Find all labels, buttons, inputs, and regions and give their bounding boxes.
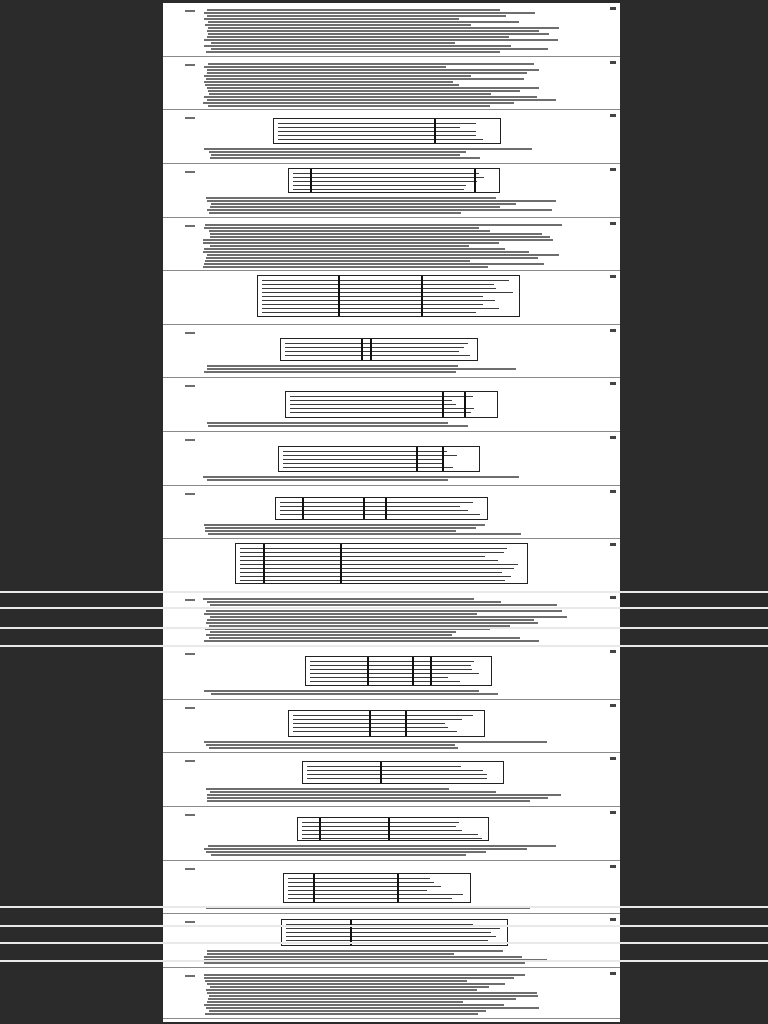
- scan-separator-line: [0, 925, 768, 927]
- table-column-divider: [421, 276, 423, 316]
- table-row-line: [280, 502, 473, 503]
- table-row-line: [310, 669, 472, 670]
- text-line: [204, 96, 537, 98]
- table-row-line: [262, 280, 509, 281]
- margin-number: [185, 653, 195, 655]
- text-line: [204, 371, 456, 373]
- page-thumbnail-6[interactable]: [163, 271, 620, 325]
- text-line: [204, 248, 505, 250]
- text-line: [204, 640, 539, 642]
- page-thumbnail-10[interactable]: [163, 486, 620, 539]
- table-row-line: [293, 719, 462, 720]
- table-row-line: [288, 886, 441, 887]
- margin-number: [185, 975, 195, 977]
- text-line: [206, 989, 477, 991]
- text-line: [204, 227, 479, 229]
- text-line: [203, 266, 488, 268]
- text-line: [206, 622, 538, 624]
- text-line: [207, 479, 448, 481]
- table-row-line: [240, 572, 502, 573]
- table-row-line: [285, 351, 459, 352]
- table-row-line: [283, 451, 447, 452]
- text-line: [207, 209, 552, 211]
- margin-number: [185, 385, 195, 387]
- page-thumbnail-16[interactable]: [163, 807, 620, 861]
- text-line: [205, 224, 562, 226]
- table-row-line: [240, 548, 507, 549]
- text-line: [210, 631, 456, 633]
- table-row-line: [290, 408, 474, 409]
- page-number-marker: [610, 436, 616, 439]
- text-line: [204, 75, 471, 77]
- page-table-figure: [257, 275, 520, 317]
- page-number-marker: [610, 865, 616, 868]
- table-column-divider: [302, 498, 304, 519]
- table-row-line: [286, 932, 491, 933]
- table-column-divider: [434, 119, 436, 143]
- margin-number: [185, 760, 195, 762]
- page-thumbnail-8[interactable]: [163, 378, 620, 432]
- page-table-figure: [273, 118, 501, 144]
- table-row-line: [278, 131, 476, 132]
- text-line: [211, 854, 466, 856]
- text-line: [211, 203, 516, 205]
- text-line: [205, 1013, 478, 1015]
- text-line: [207, 950, 503, 952]
- text-line: [209, 747, 458, 749]
- text-line: [206, 51, 500, 53]
- text-line: [208, 21, 519, 23]
- text-line: [207, 992, 537, 994]
- table-column-divider: [313, 874, 315, 902]
- table-row-line: [240, 576, 511, 577]
- text-line: [205, 530, 456, 532]
- table-row-line: [307, 766, 461, 767]
- page-thumbnail-12[interactable]: [163, 592, 620, 646]
- text-line: [207, 254, 559, 256]
- table-row-line: [280, 514, 480, 515]
- table-row-line: [307, 774, 487, 775]
- scan-separator-line: [0, 942, 768, 944]
- table-row-line: [262, 312, 476, 313]
- page-number-marker: [610, 61, 616, 64]
- table-row-line: [262, 284, 494, 285]
- table-row-line: [262, 292, 513, 293]
- margin-number: [185, 493, 195, 495]
- table-row-line: [302, 838, 482, 839]
- text-line: [204, 66, 446, 68]
- text-line: [209, 151, 466, 153]
- text-line: [210, 245, 469, 247]
- text-line: [207, 800, 530, 802]
- table-row-line: [278, 127, 460, 128]
- text-line: [204, 1004, 504, 1006]
- table-row-line: [283, 467, 453, 468]
- table-row-line: [262, 288, 496, 289]
- table-row-line: [285, 355, 470, 356]
- page-number-marker: [610, 7, 616, 10]
- table-row-line: [293, 715, 473, 716]
- scan-separator-line: [0, 627, 768, 629]
- table-column-divider: [416, 447, 418, 471]
- page-thumbnail-5[interactable]: [163, 218, 620, 271]
- text-line: [204, 977, 514, 979]
- text-line: [207, 69, 539, 71]
- table-row-line: [302, 830, 462, 831]
- table-row-line: [262, 304, 483, 305]
- page-thumbnail-13[interactable]: [163, 646, 620, 700]
- text-line: [204, 18, 459, 20]
- text-line: [206, 257, 538, 259]
- page-table-figure: [283, 873, 471, 903]
- text-line: [207, 368, 516, 370]
- table-row-line: [288, 882, 434, 883]
- table-row-line: [293, 177, 484, 178]
- text-line: [210, 233, 542, 235]
- text-line: [207, 365, 458, 367]
- text-line: [208, 998, 516, 1000]
- margin-number: [185, 225, 195, 227]
- table-row-line: [302, 834, 478, 835]
- page-table-figure: [280, 338, 478, 361]
- page-thumbnail-1[interactable]: [163, 3, 620, 57]
- page-number-marker: [610, 918, 616, 921]
- text-line: [210, 791, 496, 793]
- table-column-divider: [370, 339, 372, 360]
- text-line: [207, 200, 556, 202]
- table-column-divider: [319, 818, 321, 840]
- table-row-line: [290, 396, 473, 397]
- page-number-marker: [610, 222, 616, 225]
- table-row-line: [286, 936, 496, 937]
- page-number-marker: [610, 704, 616, 707]
- table-column-divider: [310, 169, 312, 192]
- text-line: [205, 980, 467, 982]
- text-line: [206, 1007, 539, 1009]
- text-line: [204, 613, 477, 615]
- text-line: [206, 610, 562, 612]
- text-line: [208, 63, 534, 65]
- margin-number: [185, 64, 195, 66]
- table-row-line: [310, 681, 460, 682]
- margin-number: [185, 171, 195, 173]
- page-thumbnail-15[interactable]: [163, 753, 620, 807]
- table-row-line: [310, 661, 474, 662]
- text-line: [204, 39, 558, 41]
- table-column-divider: [442, 392, 444, 417]
- text-line: [207, 422, 448, 424]
- text-line: [208, 90, 520, 92]
- margin-number: [185, 10, 195, 12]
- text-line: [206, 634, 452, 636]
- text-line: [204, 962, 525, 964]
- scan-separator-line: [0, 906, 768, 908]
- page-table-figure: [288, 168, 500, 193]
- table-row-line: [262, 308, 499, 309]
- text-line: [207, 794, 561, 796]
- page-number-marker: [610, 490, 616, 493]
- text-line: [207, 983, 505, 985]
- page-number-marker: [610, 811, 616, 814]
- text-line: [209, 1010, 486, 1012]
- margin-number: [185, 439, 195, 441]
- page-table-figure: [297, 817, 489, 841]
- table-row-line: [240, 552, 504, 553]
- table-row-line: [240, 556, 485, 557]
- table-column-divider: [369, 711, 371, 736]
- text-line: [207, 601, 501, 603]
- text-line: [204, 524, 485, 526]
- table-column-divider: [474, 169, 476, 192]
- text-line: [207, 9, 500, 11]
- page-thumbnail-3[interactable]: [163, 110, 620, 164]
- table-column-divider: [388, 818, 390, 840]
- text-line: [204, 956, 522, 958]
- table-column-divider: [380, 762, 382, 783]
- table-row-line: [240, 580, 505, 581]
- text-line: [207, 30, 539, 32]
- table-row-line: [307, 770, 483, 771]
- table-row-line: [278, 139, 483, 140]
- text-line: [206, 197, 496, 199]
- text-line: [207, 72, 527, 74]
- text-line: [206, 851, 486, 853]
- text-line: [208, 105, 490, 107]
- table-row-line: [283, 459, 443, 460]
- page-number-marker: [610, 114, 616, 117]
- text-line: [211, 42, 455, 44]
- text-line: [208, 425, 468, 427]
- table-row-line: [278, 135, 476, 136]
- table-column-divider: [397, 874, 399, 902]
- text-line: [209, 212, 461, 214]
- text-line: [207, 36, 509, 38]
- page-number-marker: [610, 329, 616, 332]
- text-line: [207, 15, 506, 17]
- table-row-line: [262, 296, 483, 297]
- text-line: [203, 242, 499, 244]
- page-thumbnail-19[interactable]: [163, 968, 620, 1019]
- table-row-line: [310, 665, 471, 666]
- margin-number: [185, 599, 195, 601]
- text-line: [203, 102, 514, 104]
- text-line: [210, 604, 557, 606]
- text-line: [206, 78, 524, 80]
- table-row-line: [283, 455, 457, 456]
- table-column-divider: [361, 339, 363, 360]
- text-line: [203, 251, 529, 253]
- text-line: [207, 797, 548, 799]
- page-thumbnail-7[interactable]: [163, 325, 620, 378]
- text-line: [211, 48, 548, 50]
- page-table-figure: [288, 710, 485, 737]
- table-row-line: [288, 878, 430, 879]
- table-column-divider: [340, 544, 342, 583]
- text-line: [208, 27, 559, 29]
- page-table-figure: [235, 543, 528, 584]
- table-column-divider: [338, 276, 340, 316]
- table-row-line: [285, 343, 468, 344]
- text-line: [204, 148, 532, 150]
- margin-number: [185, 117, 195, 119]
- table-row-line: [240, 560, 498, 561]
- page-number-marker: [610, 650, 616, 653]
- text-line: [211, 154, 460, 156]
- text-line: [204, 45, 511, 47]
- margin-number: [185, 707, 195, 709]
- table-row-line: [290, 404, 456, 405]
- text-line: [204, 848, 527, 850]
- margin-number: [185, 921, 195, 923]
- text-line: [204, 974, 525, 976]
- table-column-divider: [464, 392, 466, 417]
- table-row-line: [293, 173, 479, 174]
- page-thumbnail-2[interactable]: [163, 57, 620, 110]
- page-thumbnail-14[interactable]: [163, 700, 620, 753]
- table-column-divider: [385, 498, 387, 519]
- text-line: [209, 637, 520, 639]
- text-line: [210, 236, 550, 238]
- table-row-line: [302, 826, 456, 827]
- page-thumbnail-4[interactable]: [163, 164, 620, 218]
- table-column-divider: [430, 657, 432, 685]
- page-table-figure: [305, 656, 492, 686]
- text-line: [210, 157, 480, 159]
- page-number-marker: [610, 596, 616, 599]
- page-number-marker: [610, 543, 616, 546]
- page-number-marker: [610, 757, 616, 760]
- page-thumbnail-9[interactable]: [163, 432, 620, 486]
- scan-separator-line: [0, 591, 768, 593]
- text-line: [204, 741, 547, 743]
- table-row-line: [278, 123, 476, 124]
- table-row-line: [286, 940, 488, 941]
- text-line: [207, 619, 534, 621]
- text-line: [207, 953, 454, 955]
- scan-separator-line: [0, 960, 768, 962]
- table-row-line: [262, 300, 495, 301]
- page-number-marker: [610, 972, 616, 975]
- text-line: [204, 12, 535, 14]
- table-row-line: [293, 189, 464, 190]
- table-column-divider: [442, 447, 444, 471]
- text-line: [209, 995, 538, 997]
- table-row-line: [302, 822, 459, 823]
- table-row-line: [293, 185, 466, 186]
- page-table-figure: [275, 497, 488, 520]
- table-row-line: [290, 400, 452, 401]
- margin-number: [185, 332, 195, 334]
- table-row-line: [283, 463, 442, 464]
- text-line: [204, 263, 544, 265]
- scan-separator-line: [0, 607, 768, 609]
- table-column-divider: [405, 711, 407, 736]
- table-column-divider: [363, 498, 365, 519]
- text-line: [208, 845, 556, 847]
- text-line: [207, 1001, 463, 1003]
- page-table-figure: [278, 446, 480, 472]
- table-column-divider: [412, 657, 414, 685]
- table-row-line: [286, 928, 500, 929]
- text-line: [208, 33, 549, 35]
- table-row-line: [293, 731, 457, 732]
- text-line: [205, 24, 471, 26]
- page-thumbnail-11[interactable]: [163, 539, 620, 592]
- text-line: [211, 693, 498, 695]
- page-strip[interactable]: [163, 3, 620, 1022]
- text-line: [208, 533, 521, 535]
- text-line: [207, 99, 556, 101]
- text-line: [203, 239, 553, 241]
- text-line: [203, 598, 474, 600]
- page-table-figure: [285, 391, 498, 418]
- table-row-line: [280, 506, 460, 507]
- table-row-line: [293, 181, 477, 182]
- table-row-line: [310, 673, 479, 674]
- table-column-divider: [263, 544, 265, 583]
- text-line: [206, 744, 455, 746]
- margin-number: [185, 814, 195, 816]
- table-row-line: [310, 677, 448, 678]
- margin-number: [185, 868, 195, 870]
- page-table-figure: [302, 761, 504, 784]
- table-row-line: [288, 890, 427, 891]
- table-row-line: [240, 564, 518, 565]
- text-line: [205, 260, 470, 262]
- page-number-marker: [610, 275, 616, 278]
- table-row-line: [307, 778, 487, 779]
- text-line: [204, 81, 453, 83]
- text-line: [210, 986, 489, 988]
- text-line: [204, 690, 479, 692]
- text-line: [209, 93, 491, 95]
- table-row-line: [280, 510, 468, 511]
- text-line: [210, 616, 567, 618]
- text-line: [209, 230, 490, 232]
- text-line: [205, 527, 476, 529]
- text-line: [206, 788, 449, 790]
- scan-separator-line: [0, 645, 768, 647]
- text-line: [203, 476, 519, 478]
- text-line: [207, 87, 539, 89]
- page-number-marker: [610, 382, 616, 385]
- text-line: [205, 84, 459, 86]
- table-row-line: [285, 347, 464, 348]
- table-row-line: [240, 568, 514, 569]
- table-column-divider: [367, 657, 369, 685]
- text-line: [210, 206, 500, 208]
- page-number-marker: [610, 168, 616, 171]
